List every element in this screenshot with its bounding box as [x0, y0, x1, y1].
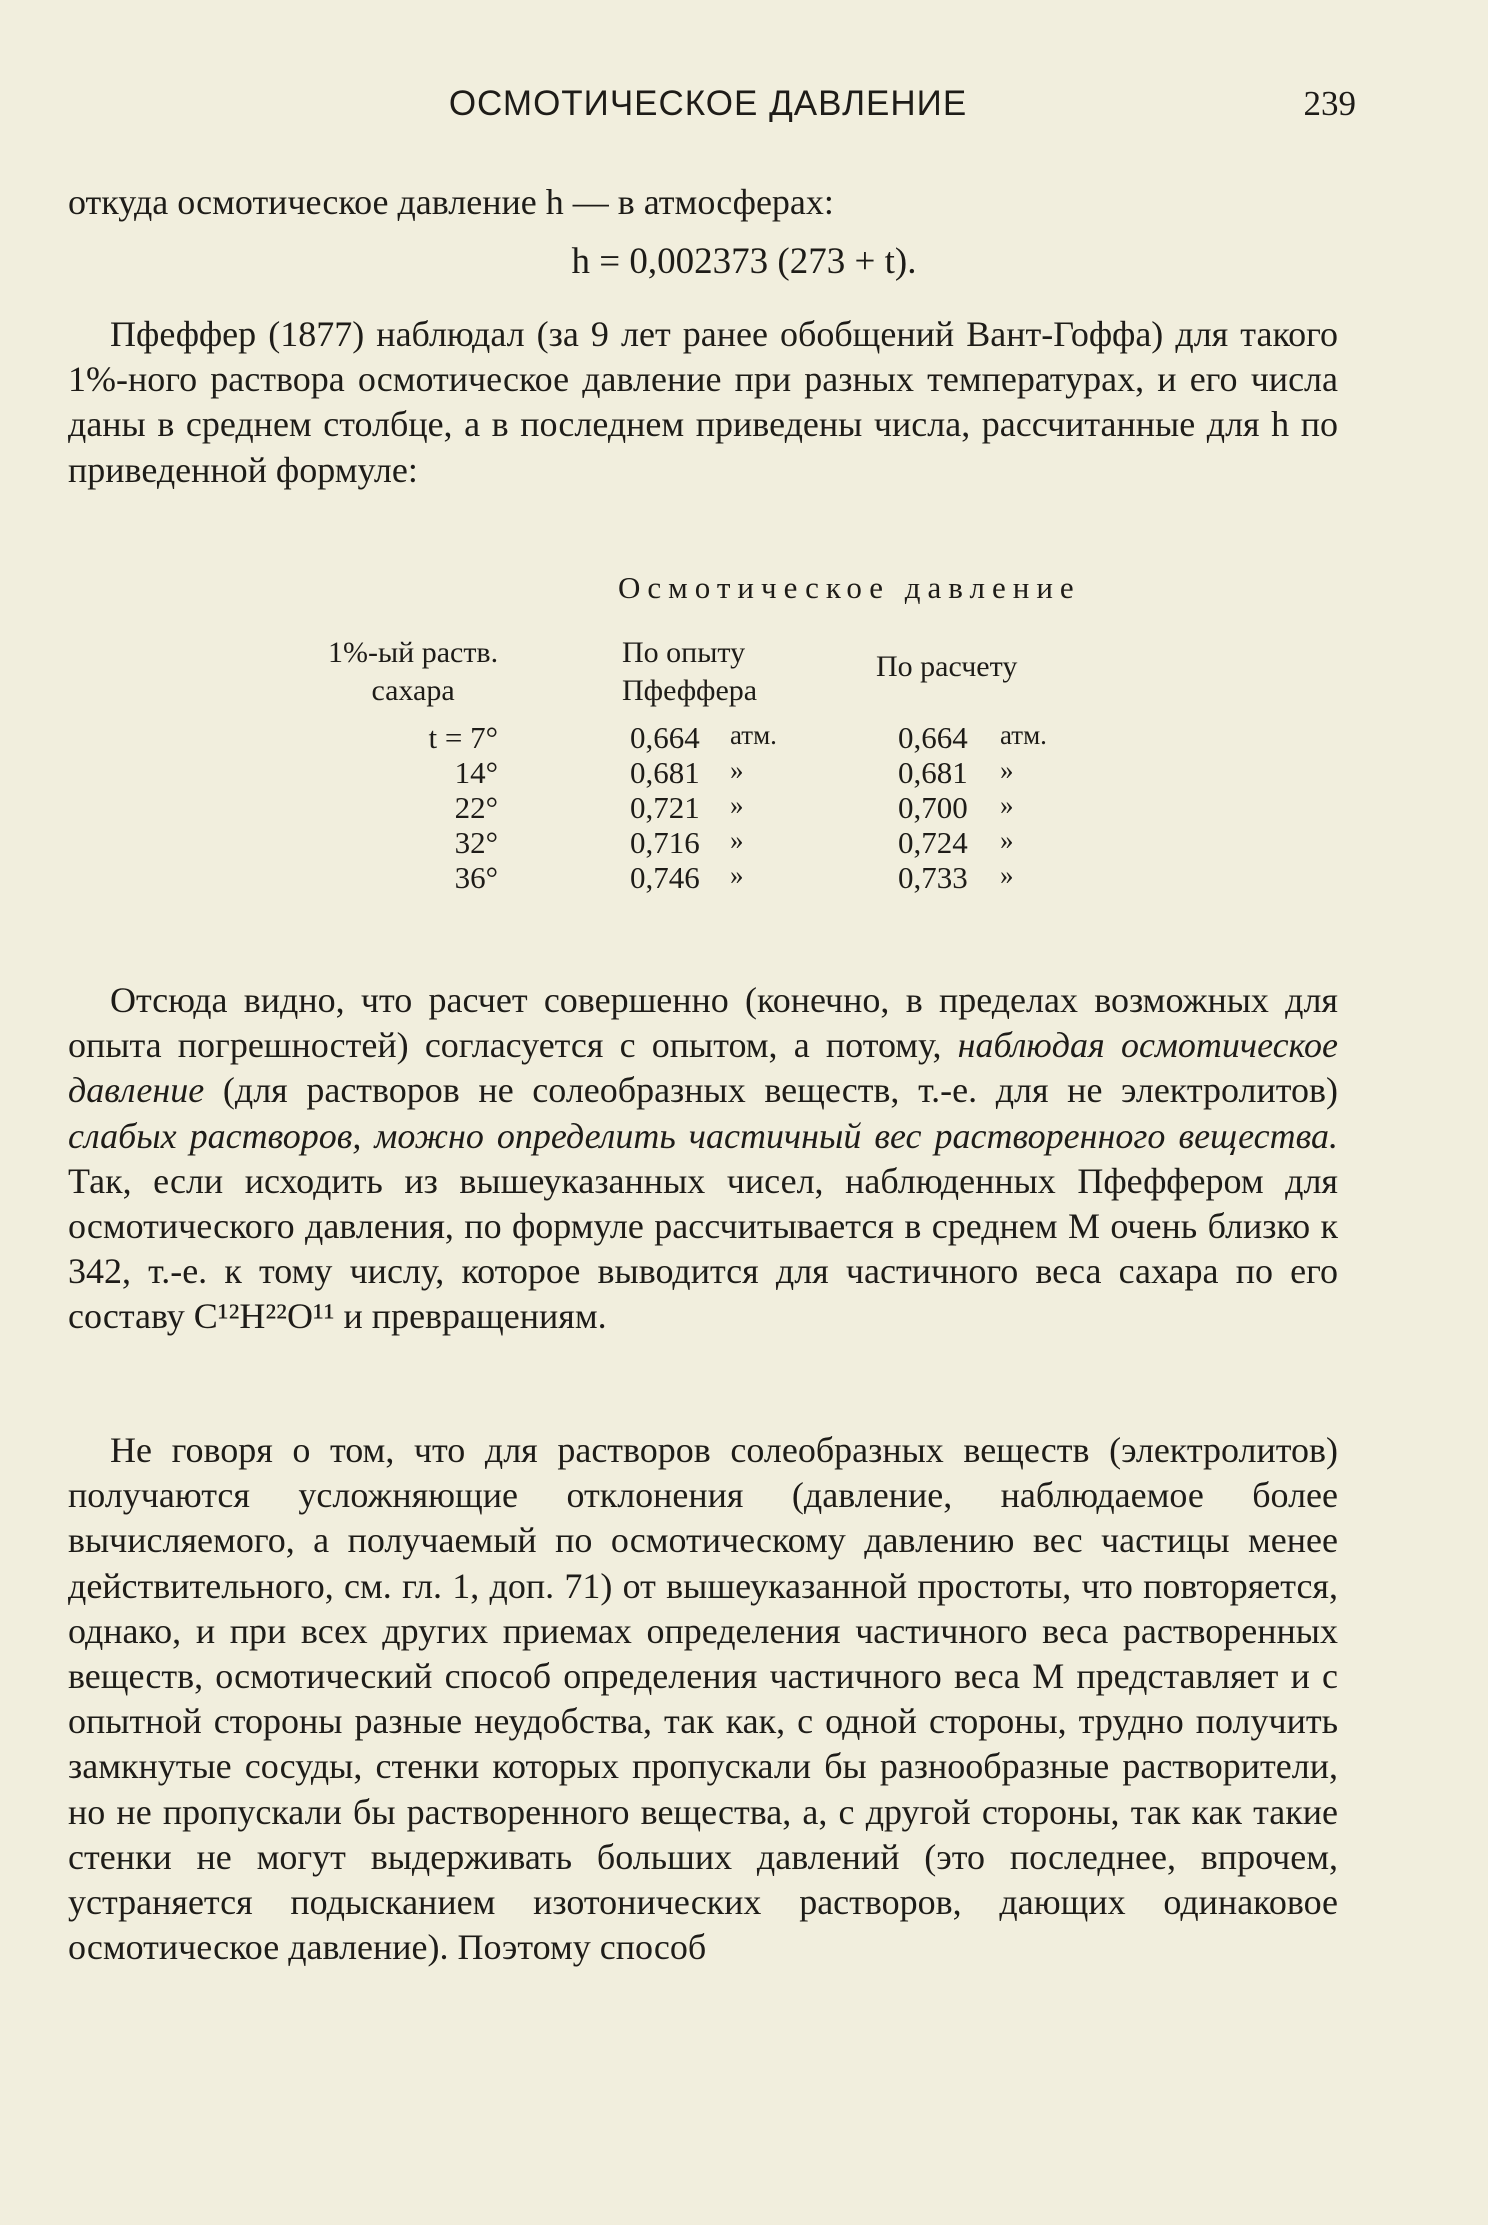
col3-header: По расчету: [876, 650, 1018, 683]
experiment-unit: атм.: [730, 720, 777, 750]
col1-header-line1: 1%-ый раств.: [328, 636, 499, 669]
temperature-cell: 36°: [454, 860, 498, 895]
experiment-unit: »: [730, 860, 744, 890]
calculated-cell: 0,664: [898, 720, 968, 755]
experiment-cell: 0,681: [630, 755, 700, 790]
experiment-cell: 0,721: [630, 790, 700, 825]
col2-header: [622, 634, 757, 710]
table-caption: Осмотическое давление: [618, 570, 1081, 605]
paragraph-3: [68, 1428, 1338, 1970]
intro-line: [68, 180, 1338, 225]
calculated-unit: »: [1000, 755, 1014, 785]
experiment-unit: »: [730, 755, 744, 785]
table-row: [0, 825, 1488, 861]
paragraph-2-italic1: наблюдая осмотическое давление: [68, 1025, 1338, 1111]
temperature-cell: 32°: [454, 825, 498, 860]
running-header: [68, 84, 1356, 134]
calculated-cell: 0,733: [898, 860, 968, 895]
calculated-cell: 0,724: [898, 825, 968, 860]
experiment-unit: »: [730, 790, 744, 820]
calculated-unit: »: [1000, 790, 1014, 820]
col2-header-line2: Пфеффера: [622, 674, 758, 707]
experiment-cell: 0,746: [630, 860, 700, 895]
paragraph-2: [68, 978, 1338, 1340]
calculated-cell: 0,700: [898, 790, 968, 825]
paragraph-2-text: [68, 978, 1338, 1340]
paragraph-1-text: Пфеффер (1877) наблюдал (за 9 лет ранее обобщений Вант-Гоффа) для такого 1%-ного раствора осмотическое давление при разных температурах, и его числа даны в среднем столбце, а в последнем приведены числа, рассчитанные для h по приведенной формуле:: [68, 314, 1338, 490]
table-row: [0, 720, 1488, 756]
table-row: [0, 790, 1488, 826]
temperature-cell: t = 7°: [428, 720, 498, 755]
col2-header-line1: По опыту: [622, 636, 746, 669]
calculated-unit: »: [1000, 825, 1014, 855]
paragraph-1: [68, 312, 1338, 493]
temperature-cell: 22°: [454, 790, 498, 825]
intro-text: откуда осмотическое давление h — в атмосферах:: [68, 182, 834, 222]
chapter-title: ОСМОТИЧЕСКОЕ ДАВЛЕНИЕ: [448, 84, 968, 123]
paragraph-2-italic2: слабых растворов, можно определить частичный вес растворенного вещества.: [68, 1115, 1338, 1156]
table-row: [0, 860, 1488, 896]
experiment-cell: 0,664: [630, 720, 700, 755]
calculated-unit: атм.: [1000, 720, 1047, 750]
formula: h = 0,002373 (273 + t).: [571, 241, 917, 282]
paragraph-3-text: Не говоря о том, что для растворов солеобразных веществ (электролитов) получаются усложняющие отклонения (давление, наблюдаемое более вычисляемого, а получаемый по осмотическому давлению вес частицы менее действительного, см. гл. 1, доп. 71) от вышеуказанной простоты, что повторяется, однако, и при всех других приемах определения частичного веса растворенных веществ, осмотический способ определения частичного веса М представляет и с опытной стороны разные неудобства, так как, с одной стороны, трудно получить замкнутые сосуды, стенки которых пропускали бы разнообразные растворители, но не пропускали бы растворенного вещества, а, с другой стороны, так как такие стенки не могут выдерживать больших давлений (это последнее, впрочем, устраняется подысканием изотонических растворов, дающих одинаковое осмотическое давление). Поэтому способ: [68, 1430, 1338, 1968]
calculated-cell: 0,681: [898, 755, 968, 790]
calculated-unit: »: [1000, 860, 1014, 890]
paragraph-2-part3: Так, если исходить из вышеуказанных чисел, наблюденных Пфеффером для осмотического давления, по формуле рассчитывается в среднем М очень близко к 342, т.-е. к тому числу, которое выводится для частичного веса сахара по его составу C¹²H²²O¹¹ и превращениям.: [68, 1160, 1338, 1337]
temperature-cell: 14°: [454, 755, 498, 790]
experiment-unit: »: [730, 825, 744, 855]
paragraph-2-part1: Отсюда видно, что расчет совершенно (конечно, в пределах возможных для опыта погрешностей) согласуется с опытом, а потому,: [68, 980, 1338, 1066]
col1-header: [328, 634, 498, 710]
paragraph-2-part2: (для растворов не солеобразных веществ, т.-е. для не электролитов): [204, 1070, 1338, 1111]
page-number: 239: [1303, 84, 1356, 123]
table-row: [0, 755, 1488, 791]
col1-header-line2: сахара: [371, 674, 455, 707]
experiment-cell: 0,716: [630, 825, 700, 860]
